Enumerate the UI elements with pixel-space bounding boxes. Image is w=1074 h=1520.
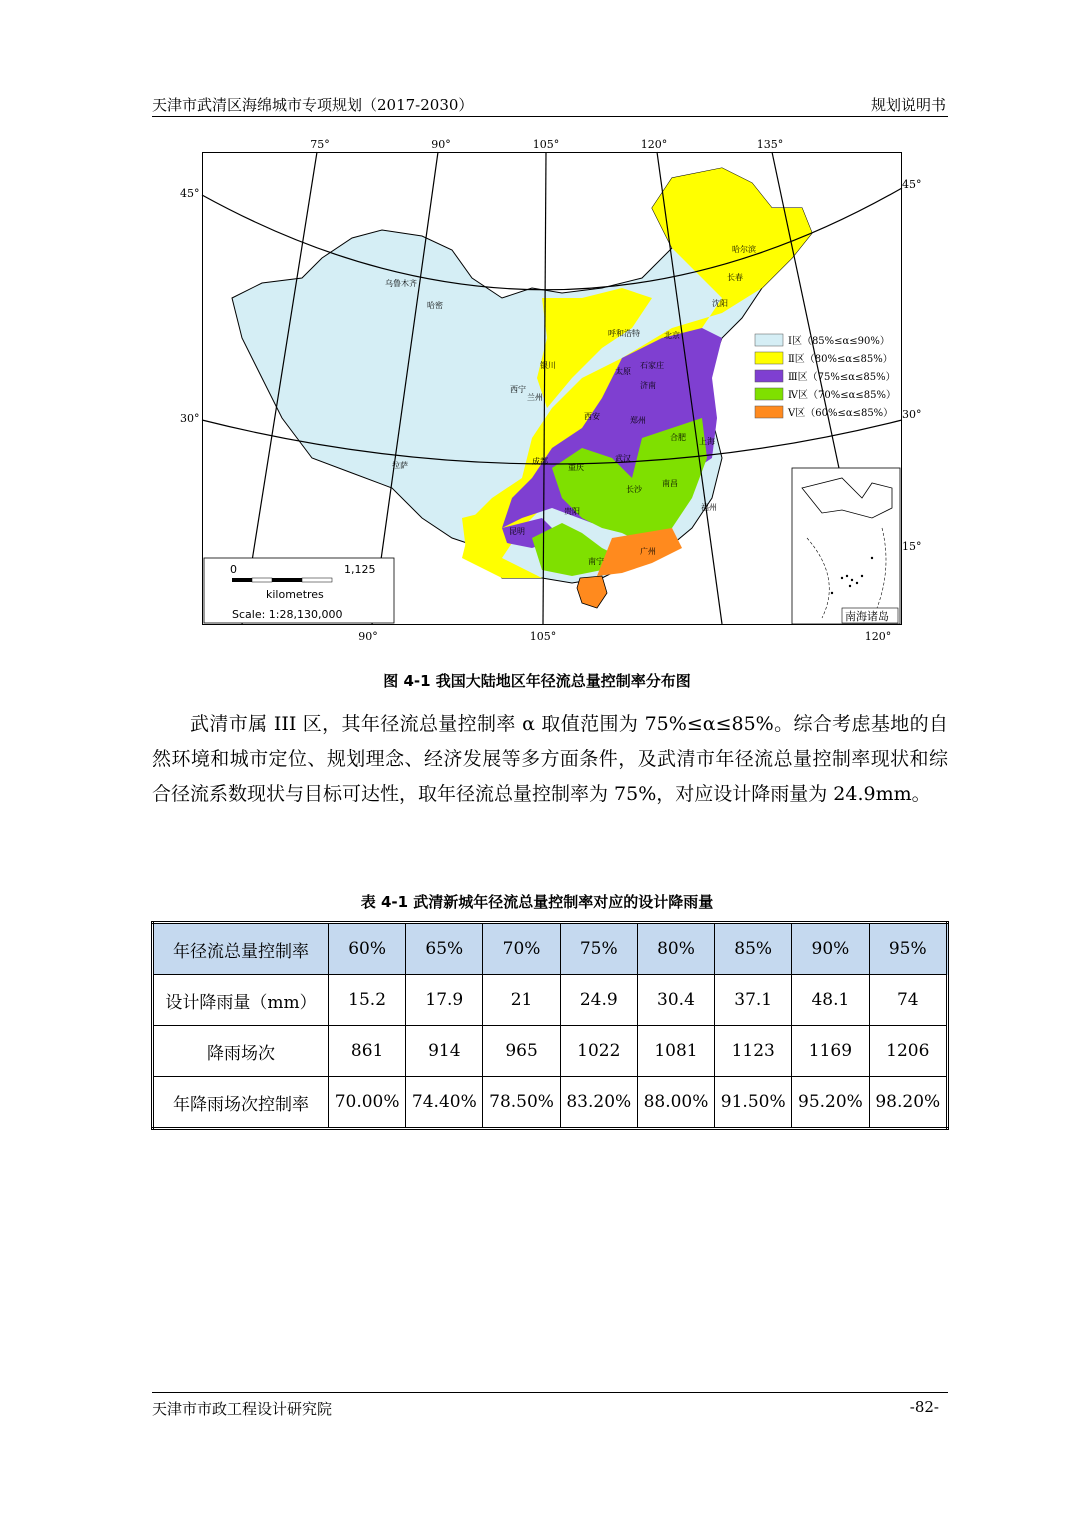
table-caption: 表 4-1 武清新城年径流总量控制率对应的设计降雨量 <box>360 893 714 911</box>
table-cell: 15.2 <box>329 975 406 1026</box>
city-label: 乌鲁木齐 <box>385 279 417 288</box>
table-cell: 48.1 <box>792 975 869 1026</box>
body-paragraph <box>152 707 948 812</box>
scale-unit: kilometres <box>266 588 324 601</box>
table-cell: 74.40% <box>406 1077 483 1129</box>
table-cell: 965 <box>483 1026 560 1077</box>
lon-top-90: 90° <box>431 138 451 151</box>
scale-bar <box>204 558 394 623</box>
row-header: 年降雨场次控制率 <box>153 1077 329 1129</box>
city-label: 福州 <box>701 503 717 512</box>
table-cell: 78.50% <box>483 1077 560 1129</box>
footer-institute: 天津市市政工程设计研究院 <box>152 1400 333 1418</box>
table-cell: 70% <box>483 923 560 975</box>
table-cell: 91.50% <box>715 1077 792 1129</box>
header-rule <box>152 116 948 117</box>
table-cell: 1206 <box>869 1026 947 1077</box>
legend-zone-1: Ⅰ区（85%≤α≤90%） <box>788 336 890 347</box>
rainfall-zone-map <box>180 138 922 648</box>
city-label: 成都 <box>532 457 548 466</box>
table-cell: 861 <box>329 1026 406 1077</box>
table-cell: 1081 <box>637 1026 714 1077</box>
city-label: 呼和浩特 <box>608 329 640 338</box>
city-label: 太原 <box>615 367 631 376</box>
footer-rule <box>152 1392 948 1393</box>
table-cell: 24.9 <box>560 975 637 1026</box>
table-row <box>153 923 948 975</box>
city-label: 哈尔滨 <box>732 245 756 254</box>
legend-zone-3: Ⅲ区（75%≤α≤85%） <box>788 372 896 383</box>
table-cell: 95% <box>869 923 947 975</box>
header-title: 天津市武清区海绵城市专项规划（2017-2030） <box>152 96 474 114</box>
city-label: 南昌 <box>662 479 678 488</box>
city-label: 沈阳 <box>712 299 728 308</box>
table-cell: 90% <box>792 923 869 975</box>
table-row <box>153 1026 948 1077</box>
row-header: 设计降雨量（mm） <box>153 975 329 1026</box>
city-label: 南宁 <box>588 557 604 566</box>
table-row <box>153 975 948 1026</box>
city-label: 广州 <box>640 547 656 556</box>
city-label: 兰州 <box>527 393 543 402</box>
city-label: 郑州 <box>630 416 646 425</box>
table-cell: 1022 <box>560 1026 637 1077</box>
city-label: 拉萨 <box>392 461 408 470</box>
table-cell: 17.9 <box>406 975 483 1026</box>
paragraph-text: 武清市属 III 区，其年径流总量控制率 α 取值范围为 75%≤α≤85%。综合考虑基地的自然环境和城市定位、规划理念、经济发展等多方面条件，及武清市年径流总量控制率现状和综合径流系数现状与目标可达性，取年径流总量控制率为 75%，对应设计降雨量为 24.9mm。 <box>152 713 948 805</box>
table-cell: 65% <box>406 923 483 975</box>
table-row <box>153 1077 948 1129</box>
city-label: 长春 <box>727 273 743 282</box>
table-cell: 1169 <box>792 1026 869 1077</box>
lat-left-30: 30° <box>180 412 200 425</box>
table-cell: 95.20% <box>792 1077 869 1129</box>
city-label: 北京 <box>664 331 680 340</box>
city-label: 长沙 <box>626 485 642 494</box>
table-cell: 70.00% <box>329 1077 406 1129</box>
table-cell: 30.4 <box>637 975 714 1026</box>
lon-top-120: 120° <box>640 138 668 151</box>
legend-zone-5: Ⅴ区（60%≤α≤85%） <box>788 408 894 419</box>
legend-zone-2: Ⅱ区（80%≤α≤85%） <box>788 354 893 365</box>
rainfall-table <box>151 921 949 1130</box>
table-cell: 85% <box>715 923 792 975</box>
lon-top-135: 135° <box>756 138 784 151</box>
city-label: 合肥 <box>670 433 686 442</box>
table-cell: 88.00% <box>637 1077 714 1129</box>
table-cell: 37.1 <box>715 975 792 1026</box>
scale-ratio: Scale: 1:28,130,000 <box>232 608 343 621</box>
city-label: 贵阳 <box>564 507 580 516</box>
lon-top-75: 75° <box>310 138 330 151</box>
table-cell: 21 <box>483 975 560 1026</box>
city-label: 西安 <box>584 412 600 421</box>
city-label: 武汉 <box>615 454 631 463</box>
row-header: 降雨场次 <box>153 1026 329 1077</box>
legend-zone-4: Ⅳ区（70%≤α≤85%） <box>788 390 896 401</box>
page-number: -82- <box>909 1398 939 1416</box>
city-label: 昆明 <box>509 527 525 536</box>
inset-label: 南海诸岛 <box>845 610 889 623</box>
table-cell: 98.20% <box>869 1077 947 1129</box>
city-label: 石家庄 <box>640 361 664 370</box>
lon-bottom-90: 90° <box>358 630 378 643</box>
table-cell: 914 <box>406 1026 483 1077</box>
row-header: 年径流总量控制率 <box>153 923 329 975</box>
table-cell: 74 <box>869 975 947 1026</box>
city-label: 银川 <box>540 361 556 370</box>
table-cell: 1123 <box>715 1026 792 1077</box>
lat-right-30: 30° <box>902 408 922 421</box>
city-label: 济南 <box>640 381 656 390</box>
south-china-sea-inset <box>792 468 900 624</box>
figure-caption: 图 4-1 我国大陆地区年径流总量控制率分布图 <box>383 672 691 690</box>
city-label: 西宁 <box>510 385 526 394</box>
city-label: 上海 <box>699 437 715 446</box>
table-cell: 60% <box>329 923 406 975</box>
table-cell: 80% <box>637 923 714 975</box>
lon-bottom-105: 105° <box>529 630 557 643</box>
lat-right-45: 45° <box>902 178 922 191</box>
city-label: 哈密 <box>427 301 443 310</box>
scale-max: 1,125 <box>344 563 376 576</box>
lat-left-45: 45° <box>180 187 200 200</box>
header-doc-type: 规划说明书 <box>870 96 946 114</box>
lat-right-15: 15° <box>902 540 922 553</box>
lon-bottom-120: 120° <box>864 630 892 643</box>
city-label: 重庆 <box>568 463 584 472</box>
table-cell: 83.20% <box>560 1077 637 1129</box>
scale-zero: 0 <box>230 563 237 576</box>
lon-top-105: 105° <box>532 138 560 151</box>
table-cell: 75% <box>560 923 637 975</box>
